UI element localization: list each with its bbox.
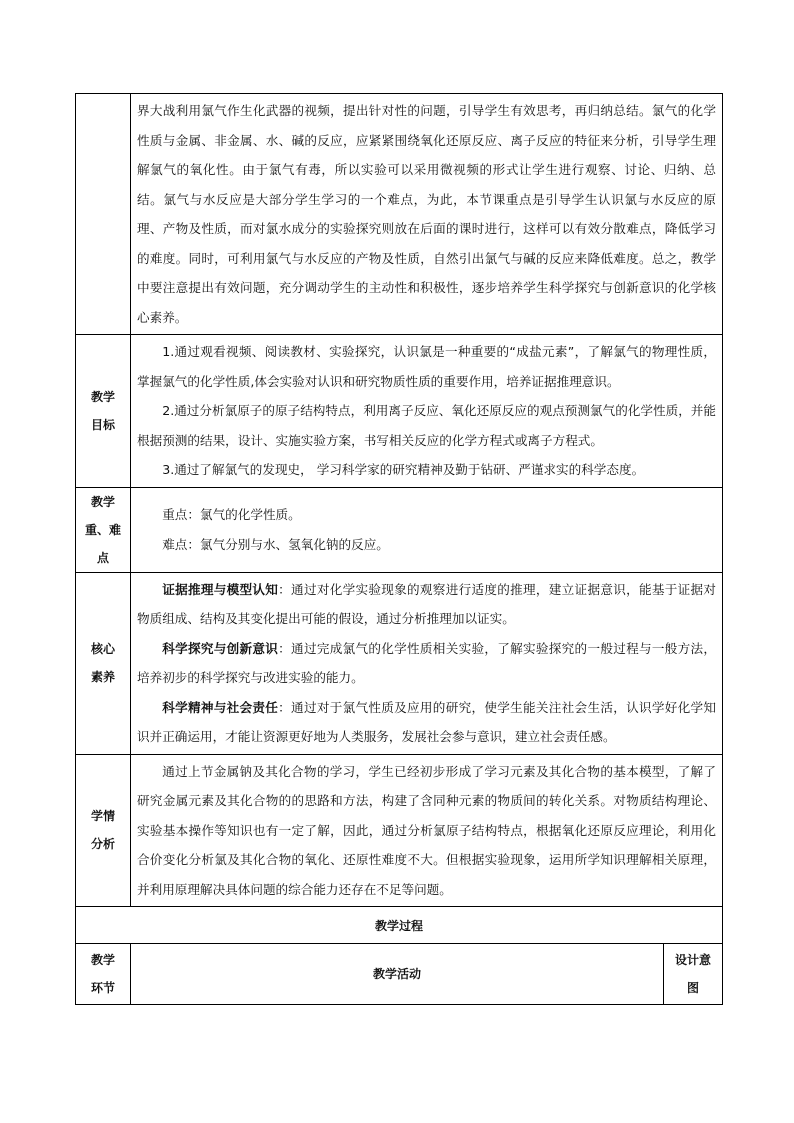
process-col-intent-line2: 图 — [686, 981, 699, 995]
process-header-row — [76, 944, 723, 1005]
analysis-label-line2: 分析 — [90, 837, 115, 852]
goals-label-line1: 教学 — [90, 389, 115, 404]
process-col-stage-line1: 教学 — [90, 953, 115, 967]
goal-2: 2.通过分析氯原子的原子结构特点，利用离子反应、氧化还原反应的观点预测氯气的化学性质，并能根据预测的结果，设计、实施实验方案，书写相关反应的化学方程式或离子方程式。 — [137, 403, 716, 448]
analysis-text: 通过上节金属钠及其化合物的学习，学生已经初步形成了学习元素及其化合物的基本模型，了解了研究金属元素及其化合物的的思路和方法，构建了含同种元素的物质间的转化关系。对物质结构理论、实验基本操作等知识也有一定了解，因此，通过分析氯原子结构特点，根据氧化还原反应理论，利用化合价变化分析氯及其化合物的氧化、还原性难度不大。但根据实验现象，运用所学知识理解相关原理，并利用原理解决具体问题的综合能力还存在不足等问题。 — [137, 763, 716, 897]
difficult-point: 难点：氯气分别与水、氢氧化钠的反应。 — [162, 536, 389, 552]
literacy-item-2 — [137, 634, 716, 693]
literacy-desc-1: ：通过对化学实验现象的观察进行适度的推理，建立证据意识，能基于证据对物质组成、结构及其变化提出可能的假设，通过分析推理加以证实。 — [137, 581, 717, 626]
literacy-title-2: 科学探究与创新意识 — [162, 640, 279, 656]
literacy-label — [76, 572, 131, 754]
goal-1: 1.通过观看视频、阅读教材、实验探究，认识氯是一种重要的“成盐元素”，了解氯气的物理性质，掌握氯气的化学性质,体会实验对认识和研究物质性质的重要作用，培养证据推理意识。 — [137, 344, 716, 389]
analysis-label — [76, 754, 131, 907]
keypoints-cell — [131, 487, 723, 572]
lesson-plan-table — [75, 93, 723, 1005]
literacy-title-3: 科学精神与社会责任 — [162, 699, 279, 715]
process-title: 教学过程 — [76, 907, 723, 944]
goals-cell — [131, 335, 723, 488]
intro-text: 界大战利用氯气作生化武器的视频，提出针对性的问题，引导学生有效思考，再归纳总结。氯气的化学性质与金属、非金属、水、碱的反应，应紧紧围绕氧化还原反应、离子反应的特征来分析，引导学生理解氯气的氧化性。由于氯气有毒，所以实验可以采用微视频的形式让学生进行观察、讨论、归纳、总结。氯气与水反应是大部分学生学习的一个难点，为此，本节课重点是引导学生认识氯与水反应的原理、产物及性质，而对氯水成分的实验探究则放在后面的课时进行，这样可以有效分散难点，降低学习的难度。同时，可利用氯气与水反应的产物及性质，自然引出氯气与碱的反应来降低难度。总之，教学中要注意提出有效问题，充分调动学生的主动性和积极性，逐步培养学生科学探究与创新意识的化学核心素养。 — [137, 103, 716, 325]
process-col-intent — [664, 944, 723, 1005]
key-point: 重点：氯气的化学性质。 — [162, 507, 301, 522]
analysis-row — [76, 754, 723, 907]
keypoints-label-line2: 重、难 — [84, 522, 121, 537]
goals-label — [76, 335, 131, 488]
process-col-activity: 教学活动 — [131, 944, 664, 1005]
analysis-label-line1: 学情 — [90, 809, 115, 824]
intro-label-cell — [76, 94, 131, 335]
goal-3: 3.通过了解氯气的发现史， 学习科学家的研究精神及勤于钻研、严谨求实的科学态度。 — [162, 462, 645, 477]
literacy-label-line2: 素养 — [90, 670, 115, 684]
keypoints-label — [76, 487, 131, 572]
analysis-cell — [131, 754, 723, 907]
literacy-item-1 — [137, 575, 716, 634]
intro-row — [76, 94, 723, 335]
literacy-desc-2: ：通过完成氯气的化学性质相关实验，了解实验探究的一般过程与一般方法，培养初步的科学探究与改进实验的能力。 — [137, 640, 717, 685]
goals-label-line2: 目标 — [90, 417, 115, 432]
process-col-stage — [76, 944, 131, 1005]
literacy-desc-3: ：通过对于氯气性质及应用的研究，使学生能关注社会生活，认识学好化学知识并正确运用，才能让资源更好地为人类服务，发展社会参与意识，建立社会责任感。 — [137, 699, 717, 744]
process-col-stage-line2: 环节 — [90, 981, 115, 995]
keypoints-label-line3: 点 — [96, 550, 109, 565]
literacy-item-3 — [137, 693, 716, 752]
process-title-row — [76, 907, 723, 944]
literacy-cell — [131, 572, 723, 754]
goals-row — [76, 335, 723, 488]
literacy-label-line1: 核心 — [90, 642, 115, 656]
keypoints-row — [76, 487, 723, 572]
literacy-row — [76, 572, 723, 754]
intro-cell — [131, 94, 723, 335]
keypoints-label-line1: 教学 — [90, 494, 115, 509]
process-col-intent-line1: 设计意 — [674, 953, 711, 967]
literacy-title-1: 证据推理与模型认知 — [162, 581, 279, 597]
